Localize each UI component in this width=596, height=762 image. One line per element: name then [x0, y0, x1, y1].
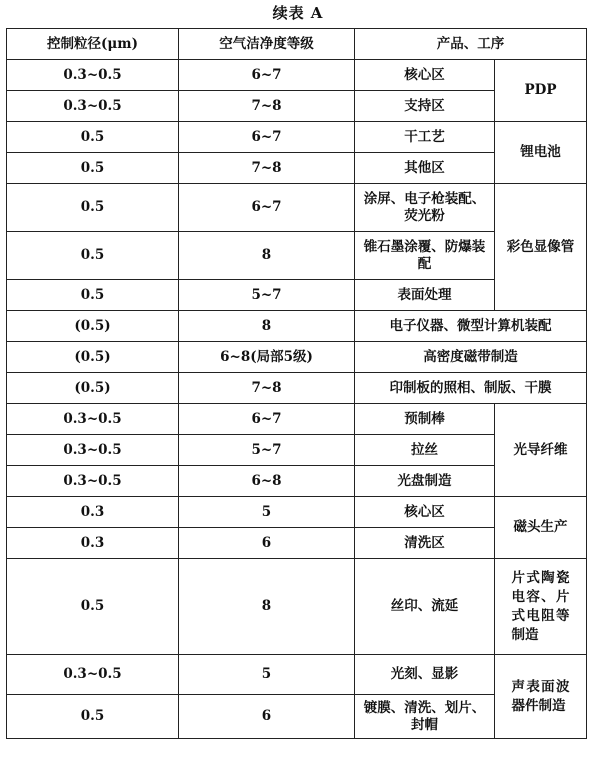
- header-process: 产品、工序: [355, 29, 587, 60]
- grade-cell: 7~8: [179, 153, 355, 184]
- cleanliness-table: [6, 28, 587, 739]
- process-cell: 拉丝: [355, 435, 495, 466]
- size-cell: 0.3~0.5: [7, 60, 179, 91]
- process-cell: 高密度磁带制造: [355, 342, 587, 373]
- product-group-fiber: 光导纤维: [495, 404, 587, 497]
- process-cell: 电子仪器、微型计算机装配: [355, 311, 587, 342]
- size-cell: 0.3~0.5: [7, 435, 179, 466]
- table-row: [7, 404, 587, 435]
- grade-cell: 6~8(局部5级): [179, 342, 355, 373]
- size-cell: 0.5: [7, 153, 179, 184]
- grade-cell: 6: [179, 695, 355, 739]
- product-group-saw: [495, 655, 587, 739]
- grade-cell: 8: [179, 311, 355, 342]
- size-cell: 0.3: [7, 528, 179, 559]
- table-row: [7, 559, 587, 655]
- table-row: [7, 122, 587, 153]
- process-cell: 预制棒: [355, 404, 495, 435]
- product-group-ceramic: [495, 559, 587, 655]
- size-cell: 0.5: [7, 559, 179, 655]
- table-row: [7, 311, 587, 342]
- grade-cell: 6~8: [179, 466, 355, 497]
- table-row: [7, 655, 587, 695]
- table-row: [7, 184, 587, 232]
- table-row: [7, 497, 587, 528]
- process-cell: 丝印、流延: [355, 559, 495, 655]
- size-cell: 0.5: [7, 695, 179, 739]
- process-cell: 表面处理: [355, 280, 495, 311]
- grade-cell: 5: [179, 497, 355, 528]
- process-cell: 其他区: [355, 153, 495, 184]
- size-cell: (0.5): [7, 342, 179, 373]
- grade-cell: 5: [179, 655, 355, 695]
- process-cell: 涂屏、电子枪装配、荧光粉: [355, 184, 495, 232]
- process-cell: 锥石墨涂覆、防爆装配: [355, 232, 495, 280]
- size-cell: (0.5): [7, 311, 179, 342]
- size-cell: 0.5: [7, 280, 179, 311]
- product-group-battery: 锂电池: [495, 122, 587, 184]
- grade-cell: 5~7: [179, 435, 355, 466]
- table-row: [7, 60, 587, 91]
- grade-cell: 8: [179, 559, 355, 655]
- grade-cell: 6~7: [179, 60, 355, 91]
- table-row: [7, 373, 587, 404]
- process-cell: 清洗区: [355, 528, 495, 559]
- product-group-head: 磁头生产: [495, 497, 587, 559]
- header-row: [7, 29, 587, 60]
- size-cell: 0.5: [7, 122, 179, 153]
- process-cell: 核心区: [355, 497, 495, 528]
- process-cell: 光盘制造: [355, 466, 495, 497]
- grade-cell: 6: [179, 528, 355, 559]
- size-cell: 0.5: [7, 184, 179, 232]
- size-cell: 0.3~0.5: [7, 655, 179, 695]
- grade-cell: 6~7: [179, 404, 355, 435]
- table-row: [7, 342, 587, 373]
- grade-cell: 8: [179, 232, 355, 280]
- grade-cell: 7~8: [179, 91, 355, 122]
- grade-cell: 7~8: [179, 373, 355, 404]
- product-group-crt: 彩色显像管: [495, 184, 587, 311]
- size-cell: 0.3~0.5: [7, 466, 179, 497]
- product-group-saw-label: 声表面波器件制造: [511, 678, 570, 714]
- size-cell: 0.3~0.5: [7, 404, 179, 435]
- product-group-pdp: PDP: [495, 60, 587, 122]
- grade-cell: 5~7: [179, 280, 355, 311]
- process-cell: 支持区: [355, 91, 495, 122]
- header-size: 控制粒径(μm): [7, 29, 179, 60]
- size-cell: 0.5: [7, 232, 179, 280]
- grade-cell: 6~7: [179, 122, 355, 153]
- process-cell: 干工艺: [355, 122, 495, 153]
- process-cell: 镀膜、清洗、划片、封帽: [355, 695, 495, 739]
- header-grade: 空气洁净度等级: [179, 29, 355, 60]
- process-cell: 核心区: [355, 60, 495, 91]
- size-cell: 0.3: [7, 497, 179, 528]
- size-cell: 0.3~0.5: [7, 91, 179, 122]
- product-group-ceramic-label: 片式陶瓷电容、片式电阻等制造: [511, 569, 570, 643]
- table-caption: 续表 A: [272, 4, 324, 22]
- process-cell: 印制板的照相、制版、干膜: [355, 373, 587, 404]
- size-cell: (0.5): [7, 373, 179, 404]
- grade-cell: 6~7: [179, 184, 355, 232]
- process-cell: 光刻、显影: [355, 655, 495, 695]
